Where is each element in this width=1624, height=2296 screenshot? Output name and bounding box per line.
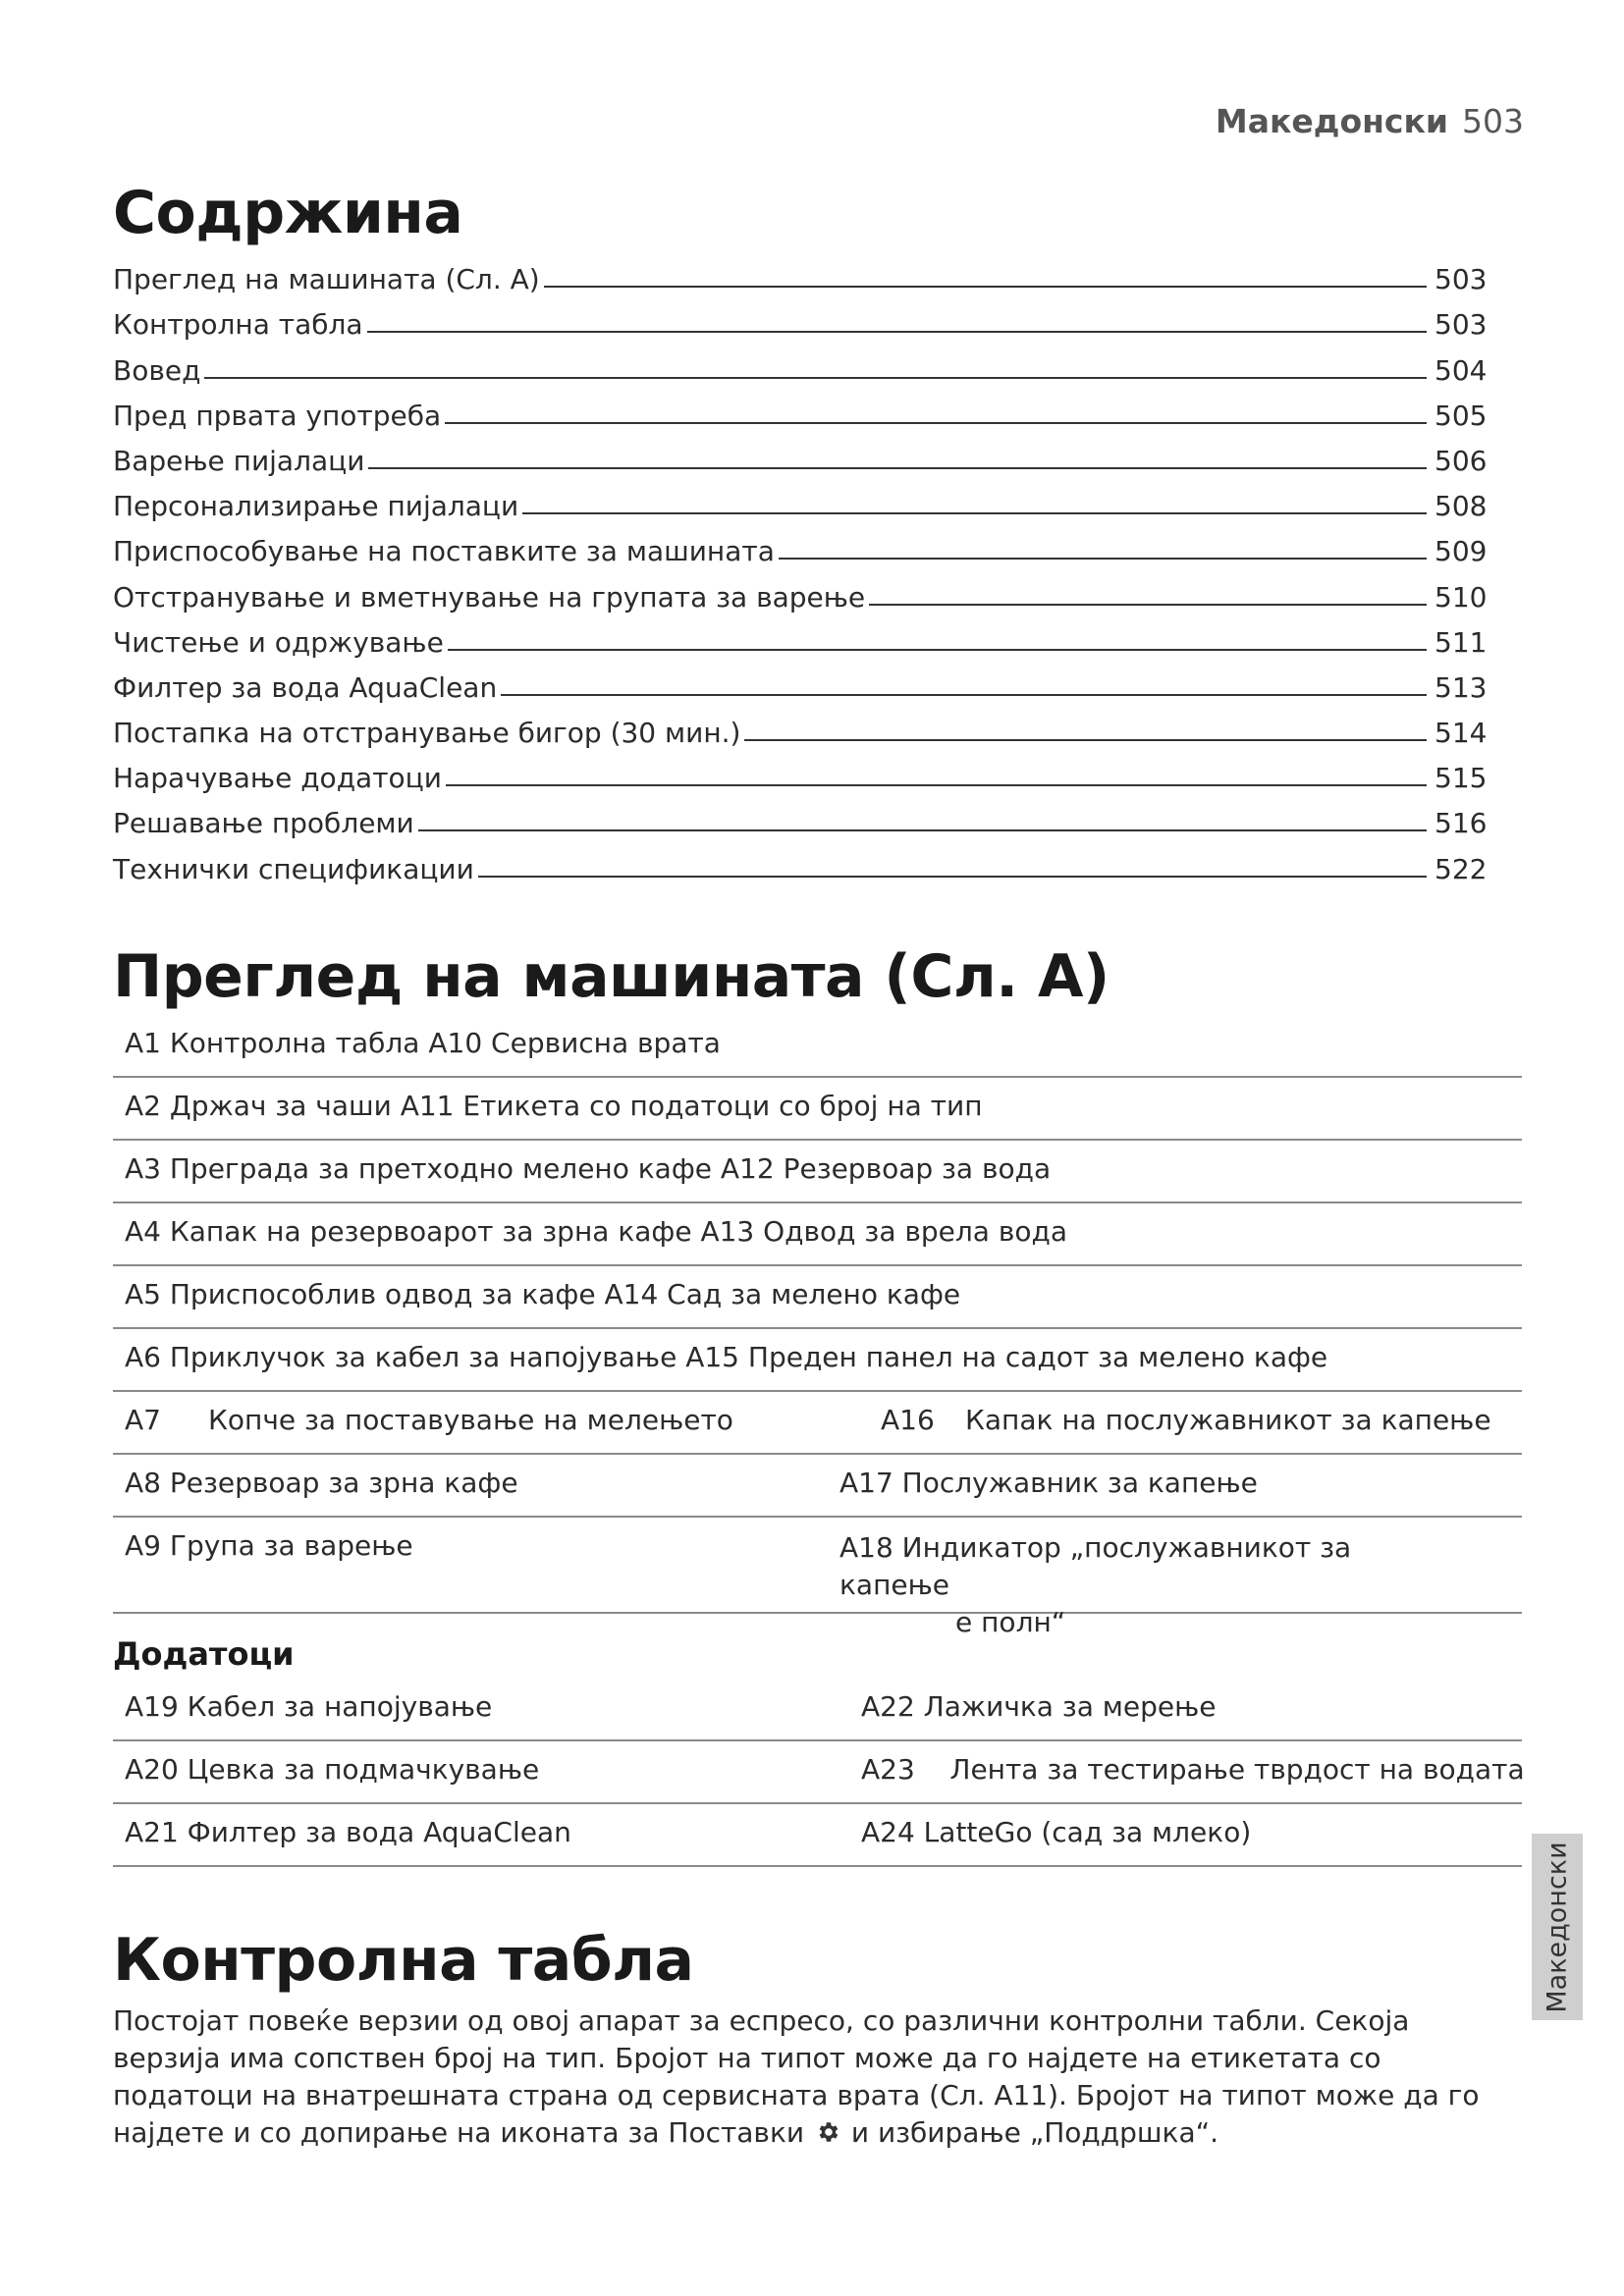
accessory-left: A20 Цевка за подмачкување bbox=[125, 1753, 540, 1786]
side-tab-label: Македонски bbox=[1542, 1841, 1573, 2013]
part-a8: A8 Резервоар за зрна кафе bbox=[125, 1467, 518, 1499]
part-label-a7: Копче за поставување на мелењето bbox=[208, 1404, 733, 1436]
toc-leader-line bbox=[367, 331, 1427, 333]
header-language: Македонски bbox=[1215, 102, 1448, 140]
toc-leader-line bbox=[869, 604, 1427, 606]
toc-entry-label: Решавање проблеми bbox=[113, 807, 414, 840]
accessory-left: A19 Кабел за напојување bbox=[125, 1690, 493, 1723]
parts-row bbox=[113, 1329, 1522, 1392]
accessories-row bbox=[113, 1679, 1522, 1741]
toc-entry-page: 511 bbox=[1435, 625, 1488, 659]
toc-entry-page: 503 bbox=[1435, 263, 1488, 296]
control-panel-text-end: и избирање „Поддршка“. bbox=[850, 2116, 1219, 2149]
toc-entry-page: 522 bbox=[1435, 852, 1488, 885]
toc-entry-label: Постапка на отстранување бигор (30 мин.) bbox=[113, 717, 741, 750]
page-number: 503 bbox=[1462, 102, 1524, 140]
toc-entry-page: 509 bbox=[1435, 535, 1488, 568]
toc-entry-page: 508 bbox=[1435, 490, 1488, 523]
part-code-a16: A16 bbox=[881, 1404, 935, 1436]
toc-entry-page: 516 bbox=[1435, 807, 1488, 840]
toc-entry-label: Преглед на машината (Сл. А) bbox=[113, 263, 540, 296]
overview-title: Преглед на машината (Сл. А) bbox=[113, 942, 1110, 1011]
accessories-row bbox=[113, 1741, 1525, 1804]
toc-entry-label: Пред првата употреба bbox=[113, 399, 442, 432]
part-a18-line1: A18 Индикатор „послужавникот за капење bbox=[839, 1531, 1352, 1601]
control-panel-text: Постојат повеќе верзии од овој апарат за еспресо, со различни контролни табли. Секоја верзија има сопствен број на тип. Бројот на типот може да го најдете на етикетата со податоци на внатрешната страна од сервисната врата (Сл. A11). Бројот на типот може да го најдете и со допирање на иконата за Поставки bbox=[113, 2004, 1480, 2149]
gear-icon bbox=[815, 2119, 840, 2145]
toc-entry-label: Варење пијалаци bbox=[113, 444, 365, 477]
toc-entry-page: 505 bbox=[1435, 399, 1488, 432]
toc-entry bbox=[113, 749, 1488, 794]
toc-entry bbox=[113, 295, 1488, 341]
toc-entry bbox=[113, 704, 1488, 749]
parts-row-text: A1 Контролна табла A10 Сервисна врата bbox=[125, 1027, 721, 1059]
part-a9: A9 Група за варење bbox=[125, 1529, 413, 1562]
toc-entry bbox=[113, 567, 1488, 613]
parts-row bbox=[113, 1141, 1522, 1203]
toc-leader-line bbox=[779, 558, 1427, 560]
toc-leader-line bbox=[445, 422, 1427, 424]
toc-entry-label: Вовед bbox=[113, 353, 201, 387]
toc-entry bbox=[113, 432, 1488, 477]
part-label-a16: Капак на послужавникот за капење bbox=[965, 1404, 1491, 1436]
toc-entry bbox=[113, 250, 1488, 295]
parts-row-text: A6 Приклучок за кабел за напојување A15 Преден панел на садот за мелено кафе bbox=[125, 1341, 1328, 1373]
toc-entry bbox=[113, 522, 1488, 567]
parts-row-text: A3 Преграда за претходно мелено кафе A12 Резервоар за вода bbox=[125, 1152, 1052, 1185]
parts-row bbox=[113, 1078, 1522, 1141]
toc-entry-label: Технички спецификации bbox=[113, 852, 474, 885]
toc-leader-line bbox=[744, 739, 1427, 741]
toc-entry-label: Отстранување и вметнување на групата за варење bbox=[113, 580, 866, 614]
parts-row-text: A5 Приспособлив одвод за кафе A14 Сад за мелено кафе bbox=[125, 1278, 961, 1310]
toc-leader-line bbox=[368, 467, 1427, 469]
accessory-right: A23 Лента за тестирање тврдост на водата bbox=[861, 1753, 1525, 1786]
toc-entry-page: 510 bbox=[1435, 580, 1488, 614]
toc-entry-page: 503 bbox=[1435, 308, 1488, 342]
toc-entry-label: Филтер за вода AquaClean bbox=[113, 670, 498, 704]
part-code-a7: A7 bbox=[125, 1404, 161, 1436]
toc-leader-line bbox=[522, 512, 1427, 514]
toc-leader-line bbox=[446, 784, 1427, 786]
control-panel-title: Контролна табла bbox=[113, 1926, 694, 1995]
accessory-right: A24 LatteGo (сад за млеко) bbox=[861, 1816, 1252, 1848]
accessories-row bbox=[113, 1804, 1522, 1867]
toc-entry bbox=[113, 614, 1488, 659]
toc-entry bbox=[113, 477, 1488, 522]
part-a17: A17 Послужавник за капење bbox=[839, 1467, 1258, 1499]
parts-row-a8 bbox=[113, 1455, 1522, 1518]
parts-table bbox=[113, 1015, 1522, 1638]
table-of-contents bbox=[113, 250, 1488, 885]
toc-entry-label: Контролна табла bbox=[113, 308, 363, 342]
accessory-right: A22 Лажичка за мерење bbox=[861, 1690, 1217, 1723]
part-a18-line2: е полн“ bbox=[955, 1606, 1066, 1638]
part-a18 bbox=[839, 1529, 1429, 1641]
toc-entry-label: Приспособување на поставките за машината bbox=[113, 535, 775, 568]
parts-row bbox=[113, 1015, 1522, 1078]
parts-row bbox=[113, 1266, 1522, 1329]
toc-entry bbox=[113, 839, 1488, 884]
toc-leader-line bbox=[204, 377, 1427, 379]
toc-entry-page: 514 bbox=[1435, 717, 1488, 750]
parts-row-text: A2 Држач за чаши A11 Етикета со податоци со број на тип bbox=[125, 1090, 983, 1122]
parts-row-a7 bbox=[113, 1392, 1522, 1455]
parts-row-text: A4 Капак на резервоарот за зрна кафе A13 Одвод за врела вода bbox=[125, 1215, 1067, 1248]
toc-entry bbox=[113, 387, 1488, 432]
toc-leader-line bbox=[448, 649, 1427, 651]
toc-entry bbox=[113, 794, 1488, 839]
language-side-tab bbox=[1532, 1834, 1583, 2020]
toc-entry-page: 515 bbox=[1435, 762, 1488, 795]
toc-entry-label: Персонализирање пијалаци bbox=[113, 490, 519, 523]
accessories-table bbox=[113, 1679, 1525, 1867]
accessory-left: A21 Филтер за вода AquaClean bbox=[125, 1816, 571, 1848]
toc-leader-line bbox=[544, 286, 1427, 288]
toc-entry-label: Чистење и одржување bbox=[113, 625, 444, 659]
toc-entry bbox=[113, 659, 1488, 704]
accessories-title: Додатоци bbox=[113, 1635, 295, 1673]
parts-row bbox=[113, 1203, 1522, 1266]
toc-entry-page: 504 bbox=[1435, 353, 1488, 387]
toc-title: Содржина bbox=[113, 179, 463, 247]
toc-leader-line bbox=[478, 876, 1427, 878]
toc-leader-line bbox=[418, 829, 1427, 831]
control-panel-paragraph bbox=[113, 2002, 1522, 2152]
toc-leader-line bbox=[501, 694, 1427, 696]
toc-entry-page: 506 bbox=[1435, 444, 1488, 477]
page-header bbox=[1216, 102, 1524, 140]
toc-entry-page: 513 bbox=[1435, 670, 1488, 704]
toc-entry-label: Нарачување додатоци bbox=[113, 762, 442, 795]
parts-row-a9 bbox=[113, 1518, 1522, 1638]
toc-entry bbox=[113, 341, 1488, 386]
